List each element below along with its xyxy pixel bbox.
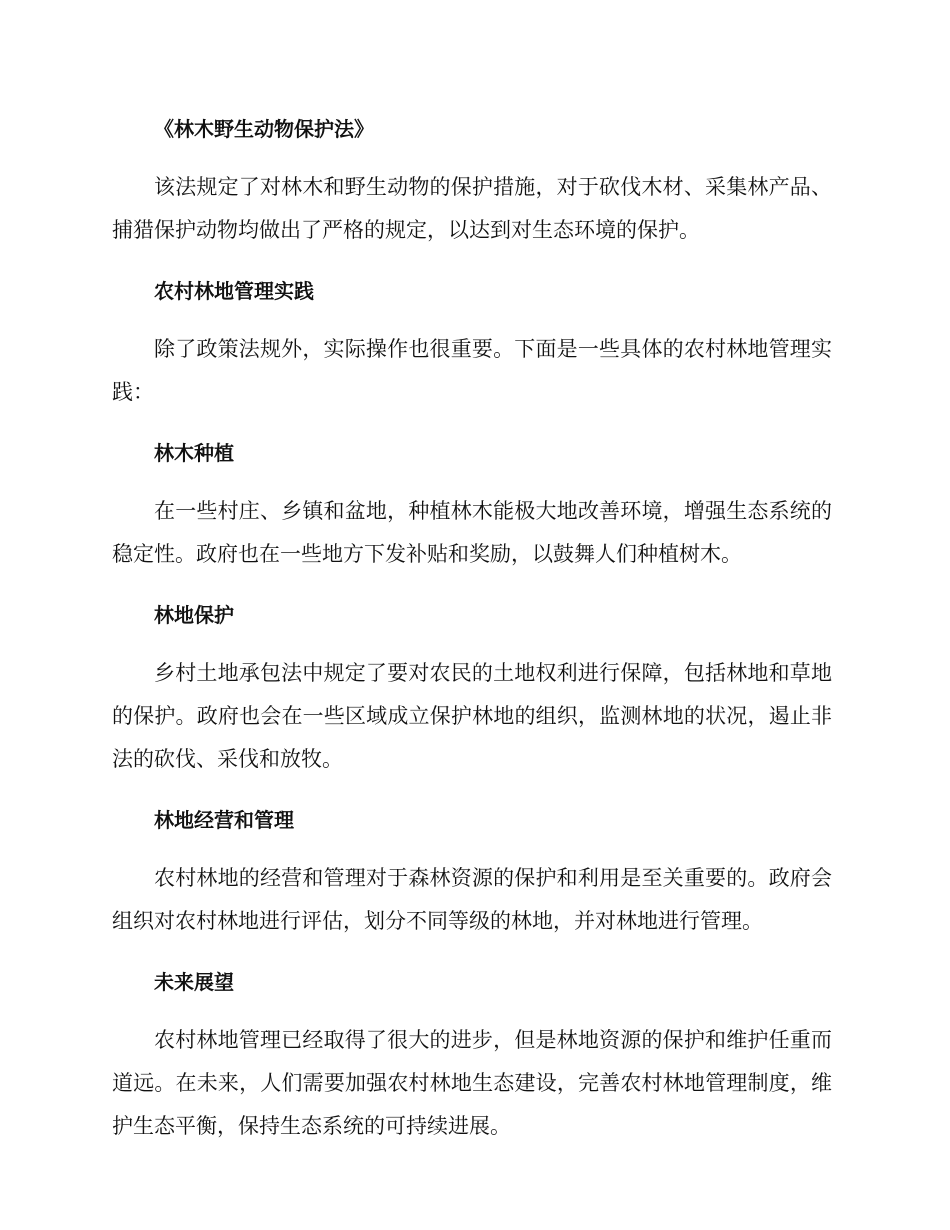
section-heading: 农村林地管理实践 — [154, 279, 314, 303]
section-forest-protection — [112, 598, 832, 781]
section-paragraph: 在一些村庄、乡镇和盆地，种植林木能极大地改善环境，增强生态系统的稳定性。政府也在一些地方下发补贴和奖励，以鼓舞人们种植树木。 — [112, 499, 832, 566]
section-paragraph: 农村林地管理已经取得了很大的进步，但是林地资源的保护和维护任重而道远。在未来，人们需要加强农村林地生态建设，完善农村林地管理制度，维护生态平衡，保持生态系统的可持续进展。 — [112, 1028, 832, 1138]
section-heading: 《林木野生动物保护法》 — [154, 117, 374, 141]
section-paragraph: 该法规定了对林木和野生动物的保护措施，对于砍伐木材、采集林产品、捕猎保护动物均做出了严格的规定，以达到对生态环境的保护。 — [112, 175, 832, 242]
section-future-outlook — [112, 965, 832, 1148]
section-heading: 林地经营和管理 — [154, 808, 294, 832]
section-tree-planting — [112, 436, 832, 576]
section-forest-operation-management — [112, 803, 832, 943]
section-paragraph: 除了政策法规外，实际操作也很重要。下面是一些具体的农村林地管理实践： — [112, 337, 832, 404]
section-heading: 未来展望 — [154, 970, 234, 994]
section-wildlife-law — [112, 112, 832, 252]
section-paragraph: 农村林地的经营和管理对于森林资源的保护和利用是至关重要的。政府会组织对农村林地进行评估，划分不同等级的林地，并对林地进行管理。 — [112, 866, 832, 933]
section-heading: 林木种植 — [154, 441, 234, 465]
section-forest-management-practice — [112, 274, 832, 414]
section-heading: 林地保护 — [154, 603, 234, 627]
section-paragraph: 乡村土地承包法中规定了要对农民的土地权利进行保障，包括林地和草地的保护。政府也会在一些区域成立保护林地的组织，监测林地的状况，遏止非法的砍伐、采伐和放牧。 — [112, 661, 832, 771]
